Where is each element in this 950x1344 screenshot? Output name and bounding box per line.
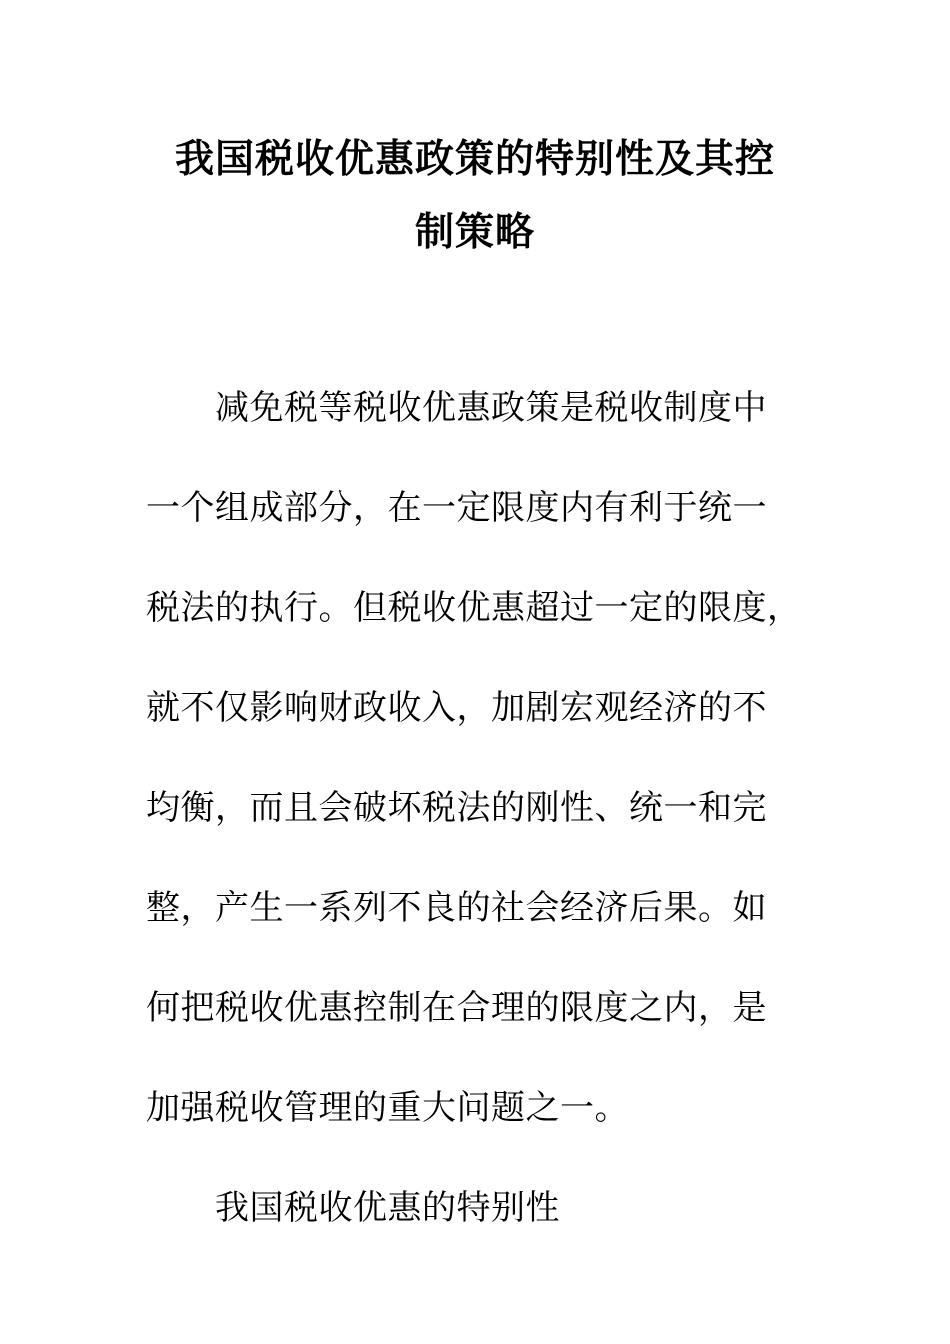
paragraph-line: 一个组成部分，在一定限度内有利于统一 (146, 488, 767, 528)
paragraph-line: 减免税等税收优惠政策是税收制度中 (215, 388, 767, 428)
section-heading: 我国税收优惠的特别性 (215, 1188, 560, 1228)
paragraph-line: 均衡，而且会破坏税法的刚性、统一和完 (146, 788, 767, 828)
document-title-line-1: 我国税收优惠政策的特别性及其控 (174, 137, 775, 182)
document-title-line-2: 制策略 (414, 210, 535, 255)
paragraph-line: 税法的执行。但税收优惠超过一定的限度， (146, 588, 802, 628)
paragraph-line: 就不仅影响财政收入，加剧宏观经济的不 (146, 688, 767, 728)
paragraph-line: 加强税收管理的重大问题之一。 (146, 1088, 629, 1128)
paragraph-line: 何把税收优惠控制在合理的限度之内，是 (146, 988, 767, 1028)
paragraph-line: 整，产生一系列不良的社会经济后果。如 (146, 888, 767, 928)
